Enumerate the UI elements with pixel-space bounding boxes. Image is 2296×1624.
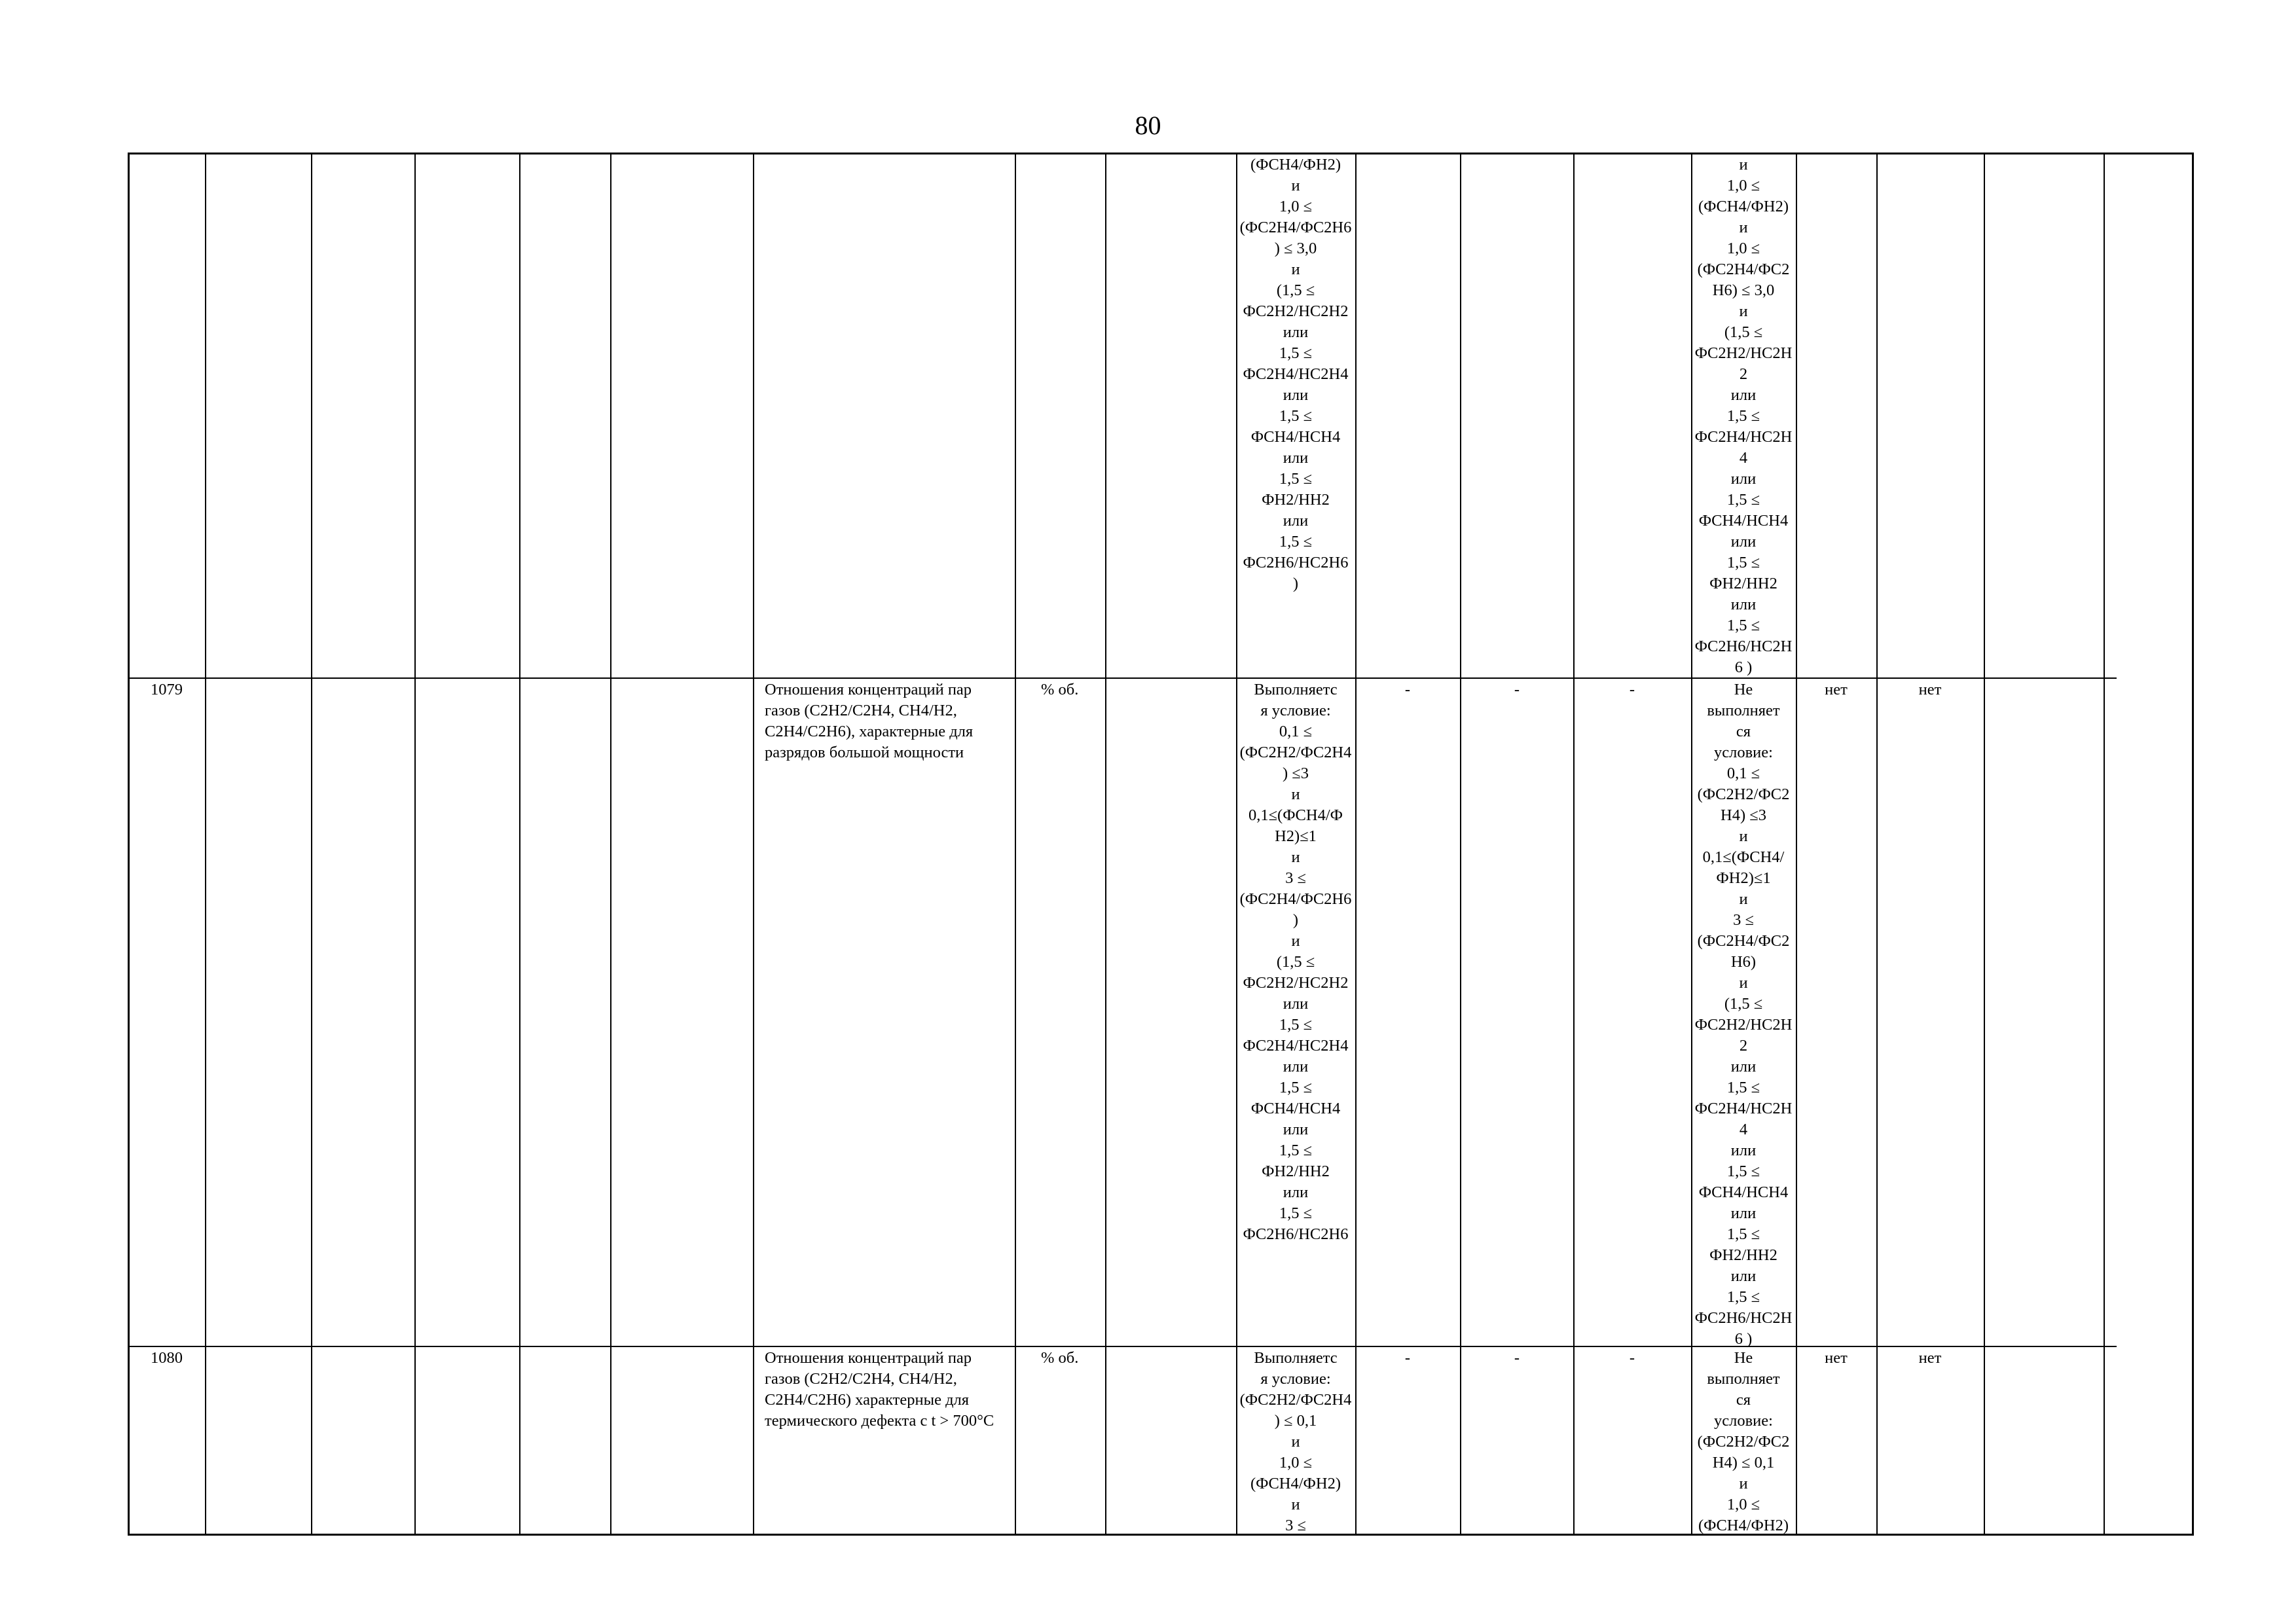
dash-cell: - — [1404, 1349, 1411, 1367]
not-condition-cell: Не выполняет ся условие: 0,1 ≤ (ФC2H2/ФC2 H4) ≤3 и 0,1≤(ФCH4/ ФH2)≤1 и 3 ≤ (ФC2H4/ФC2 H6) и (1,5 ≤ ФC2H2/HC2H 2 или 1,5 ≤ ФC2H4/HC2H 4 или 1,5 ≤ ФCH4/HCH4 или 1,5 ≤ ФH2/HH2 или 1,5 ≤ ФC2H6/HC2H 6 ) — [1694, 681, 1793, 1348]
row-separator — [128, 1346, 2117, 1347]
table-top-border — [128, 153, 2193, 154]
table-bottom-border — [128, 1534, 2193, 1536]
column-line — [1984, 153, 1985, 1536]
column-line — [311, 153, 312, 1536]
dash-cell: - — [1629, 681, 1635, 698]
condition-cell: (ФCH4/ФH2) и 1,0 ≤ (ФC2H4/ФC2H6 ) ≤ 3,0 и (1,5 ≤ ФC2H2/HC2H2 или 1,5 ≤ ФC2H4/HC2H4 или 1,5 ≤ ФCH4/HCH4 или 1,5 ≤ ФH2/HH2 или 1,5 ≤ ФC2H6/HC2H6 ) — [1239, 156, 1352, 592]
column-line — [1573, 153, 1575, 1536]
column-line — [519, 153, 520, 1536]
condition-cell: Выполняетс я условие: 0,1 ≤ (ФC2H2/ФC2H4 ) ≤3 и 0,1≤(ФCH4/Ф H2)≤1 и 3 ≤ (ФC2H4/ФC2H6 ) и (1,5 ≤ ФC2H2/HC2H2 или 1,5 ≤ ФC2H4/HC2H4 или 1,5 ≤ ФCH4/HCH4 или 1,5 ≤ ФH2/HH2 или 1,5 ≤ ФC2H6/HC2H6 — [1239, 681, 1352, 1243]
dash-cell: - — [1514, 1349, 1520, 1367]
column-line — [128, 153, 130, 1536]
column-line — [205, 153, 206, 1536]
column-line — [414, 153, 416, 1536]
column-line — [1876, 153, 1878, 1536]
result-cell: нет — [1918, 1349, 1942, 1367]
column-line — [1105, 153, 1106, 1536]
not-condition-cell: и 1,0 ≤ (ФCH4/ФH2) и 1,0 ≤ (ФC2H4/ФC2 H6) ≤ 3,0 и (1,5 ≤ ФC2H2/HC2H 2 или 1,5 ≤ ФC2H4/HC2H 4 или 1,5 ≤ ФCH4/HCH4 или 1,5 ≤ ФH2/HH2 или 1,5 ≤ ФC2H6/HC2H 6 ) — [1694, 156, 1793, 676]
page-number: 80 — [1135, 111, 1161, 140]
result-cell: нет — [1918, 681, 1942, 698]
row-number: 1079 — [151, 681, 183, 698]
parameter-name: Отношения концентраций пар газов (C2H2/C2H4, CH4/H2, C2H4/C2H6) характерные для термического дефекта с t > 700°C — [765, 1349, 994, 1430]
dash-cell: - — [1514, 681, 1520, 698]
column-line — [1796, 153, 1797, 1536]
column-line — [1460, 153, 1461, 1536]
result-cell: нет — [1825, 681, 1848, 698]
dash-cell: - — [1629, 1349, 1635, 1367]
not-condition-cell: Не выполняет ся условие: (ФC2H2/ФC2 H4) ≤ 0,1 и 1,0 ≤ (ФCH4/ФH2) — [1697, 1349, 1790, 1534]
column-line — [610, 153, 611, 1536]
row-separator — [128, 677, 2117, 679]
unit: % об. — [1041, 1349, 1079, 1367]
column-line — [1355, 153, 1357, 1536]
condition-cell: Выполняетс я условие: (ФC2H2/ФC2H4 ) ≤ 0,1 и 1,0 ≤ (ФCH4/ФH2) и 3 ≤ — [1239, 1349, 1352, 1534]
result-cell: нет — [1825, 1349, 1848, 1367]
dash-cell: - — [1404, 681, 1411, 698]
parameter-name: Отношения концентраций пар газов (C2H2/C2H4, CH4/H2, C2H4/C2H6), характерные для разрядов большой мощности — [765, 681, 974, 761]
column-line — [2192, 153, 2194, 1536]
row-number: 1080 — [151, 1349, 183, 1367]
column-line — [753, 153, 754, 1536]
column-line — [1015, 153, 1016, 1536]
column-line — [2104, 153, 2105, 1536]
unit: % об. — [1041, 681, 1079, 698]
